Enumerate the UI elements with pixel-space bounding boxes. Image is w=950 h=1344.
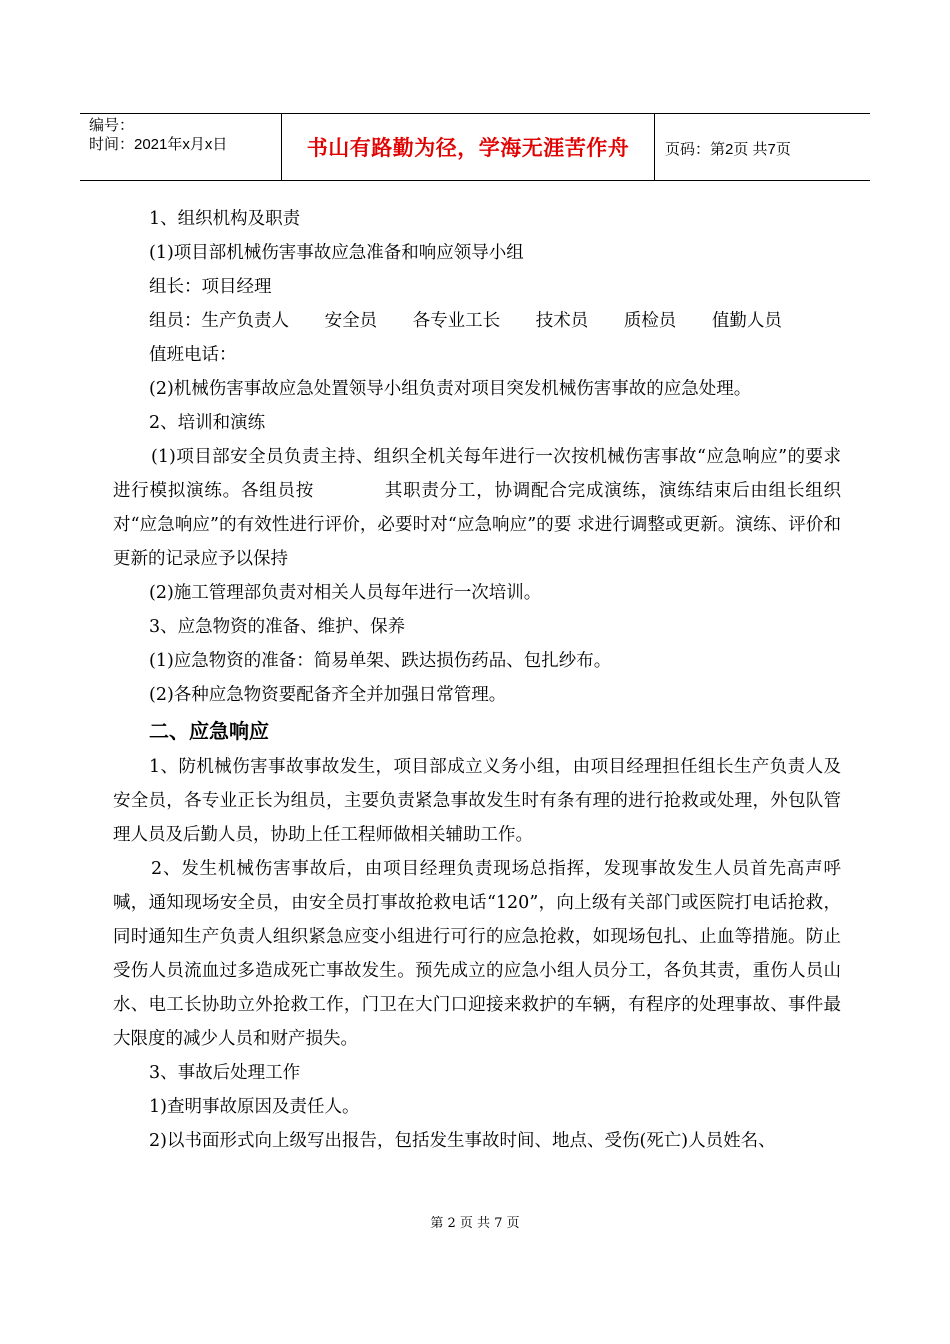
line-investigate: 1)查明事故原因及责任人。 [149, 1097, 360, 1117]
para-drill-b: 其职责分工，协调配合完成演练，演练结束后由组长组织对“应急响应”的有效性进行评价，必要时对“应急响应”的要 求进行调整或更新。演练、评价和更新的记录应予以保持 [113, 481, 842, 569]
para-response-1: 1、防机械伤害事故事故发生，项目部成立义务小组，由项目经理担任组长生产负责人及安全员，各专业正长为组员，主要负责紧急事故发生时有条有理的进行抢救或处理，外包队管理人员及后勤人员，协助上任工程师做相关辅助工作。 [113, 757, 841, 845]
line-handling: (2)机械伤害事故应急处置领导小组负责对项目突发机械伤害事故的应急处理。 [149, 379, 752, 399]
page-label: 页码：第2页 共7页 [665, 141, 791, 158]
line-annual-training: (2)施工管理部负责对相关人员每年进行一次培训。 [149, 583, 542, 603]
para-drill-a: (1)项目部安全员负责主持、组织全机关每年进行一次按机械伤害事故“应急响应”的要求进行模拟演练。各组员按 [113, 447, 841, 501]
heading-materials: 3、应急物资的准备、维护、保养 [149, 617, 406, 637]
member-item: 各专业工长 [412, 311, 501, 331]
heading-training: 2、培训和演练 [149, 413, 266, 433]
line-duty-phone: 值班电话： [149, 345, 237, 365]
member-item: 值勤人员 [711, 311, 782, 331]
heading-org: 1、组织机构及职责 [149, 209, 301, 229]
number-label: 编号： [89, 117, 135, 134]
member-item: 组员：生产负责人 [149, 311, 289, 331]
para-response-2: 2、发生机械伤害事故后，由项目经理负责现场总指挥，发现事故发生人员首先高声呼喊，通知现场安全员，由安全员打事故抢救电话“120”，向上级有关部门或医院打电话抢救，同时通知生产负责人组织紧急应变小组进行可行的应急抢救，如现场包扎、止血等措施。防止受伤人员流血过多造成死亡事故发生。预先成立的应急小组人员分工，各负其责，重伤人员山水、电工长协助立外抢救工作，门卫在大门口迎接来救护的车辆，有程序的处理事故、事件最大限度的减少人员和财产损失。 [113, 859, 841, 1049]
member-item: 质检员 [623, 311, 677, 331]
line-materials-prep: (1)应急物资的准备：简易单架、跌达损伤药品、包扎纱布。 [149, 651, 612, 671]
line-materials-manage: (2)各种应急物资要配备齐全并加强日常管理。 [149, 685, 507, 705]
para-drill [113, 440, 841, 576]
page-footer: 第 2 页 共 7 页 [430, 1216, 520, 1231]
date-label: 时间：2021年x月x日 [89, 136, 228, 153]
line-leadership-group: (1)项目部机械伤害事故应急准备和响应领导小组 [149, 243, 524, 263]
member-item: 技术员 [535, 311, 589, 331]
motto: 书山有路勤为径，学海无涯苦作舟 [306, 136, 630, 160]
header-left-cell [80, 114, 281, 180]
line-report: 2)以书面形式向上级写出报告，包括发生事故时间、地点、受伤(死亡)人员姓名、 [149, 1131, 776, 1151]
header-page-cell [655, 114, 870, 180]
document-body [113, 202, 841, 1158]
header-motto-cell [281, 114, 655, 180]
document-header [80, 113, 870, 181]
line-members [113, 304, 841, 338]
line-group-leader: 组长：项目经理 [149, 277, 272, 297]
section-emergency-response: 二、应急响应 [149, 719, 269, 743]
heading-aftermath: 3、事故后处理工作 [149, 1063, 301, 1083]
member-item: 安全员 [324, 311, 378, 331]
